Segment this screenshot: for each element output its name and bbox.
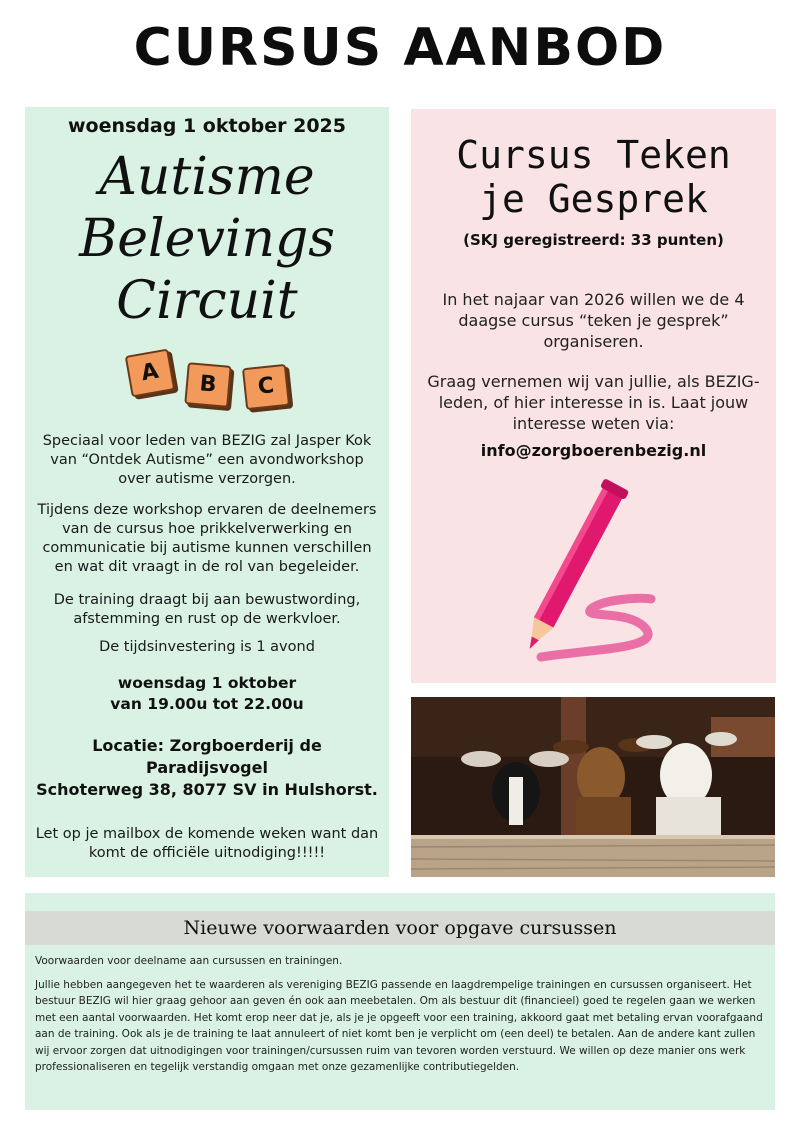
block-b: B: [184, 362, 231, 408]
course-title: [411, 133, 776, 221]
course-plan-paragraph: In het najaar van 2026 willen we de 4 daagse cursus “teken je gesprek” organiseren.: [442, 290, 745, 351]
location-line-1: Locatie: Zorgboerderij de: [92, 736, 322, 755]
conditions-heading: Nieuwe voorwaarden voor opgave cursussen: [25, 911, 775, 945]
location-address: Schoterweg 38, 8077 SV in Hulshorst.: [36, 780, 378, 799]
block-c: C: [242, 364, 290, 410]
training-benefit: De training draagt bij aan bewustwording, afstemming en rust op de werkvloer.: [53, 592, 361, 627]
conditions-intro: Voorwaarden voor deelname aan cursussen en trainingen.: [35, 955, 343, 967]
page-title: CURSUS AANBOD: [133, 18, 667, 78]
skj-registration: (SKJ geregistreerd: 33 punten): [463, 231, 724, 249]
block-a: A: [125, 348, 176, 397]
goats-photo: [411, 697, 775, 877]
when-line-1: woensdag 1 oktober: [117, 674, 297, 692]
script-title-line-3: Circuit: [116, 271, 298, 331]
script-title-line-2: Belevings: [79, 209, 335, 269]
course-title-line-1: Cursus Teken: [456, 133, 731, 177]
new-conditions-section: [25, 893, 775, 1110]
abc-blocks-illustration: [120, 352, 300, 412]
interest-request: Graag vernemen wij van jullie, als BEZIG-leden, of hier interesse in is. Laat jouw interesse weten via:: [427, 372, 760, 433]
workshop-date-heading: woensdag 1 oktober 2025: [68, 115, 346, 137]
time-investment: De tijdsinvestering is 1 avond: [99, 639, 315, 655]
mailbox-notice: Let op je mailbox de komende weken want dan komt de officiële uitnodiging!!!!!: [35, 826, 379, 861]
location-line-2: Paradijsvogel: [146, 758, 268, 777]
script-title-line-1: Autisme: [99, 147, 315, 207]
contact-email[interactable]: info@zorgboerenbezig.nl: [480, 441, 707, 460]
workshop-description: Tijdens deze workshop ervaren de deelnemers van de cursus hoe prikkelverwerking en communicatie bij autisme kunnen verschillen en wat dit vraagt in de rol van begeleider.: [37, 502, 377, 575]
pencil-icon: [511, 479, 681, 669]
autism-workshop-panel: [25, 107, 389, 877]
intro-paragraph: Speciaal voor leden van BEZIG zal Jasper Kok van “Ontdek Autisme” een avondworkshop over autisme verzorgen.: [42, 433, 372, 487]
drawing-course-panel: [411, 109, 776, 683]
when-line-2: van 19.00u tot 22.00u: [110, 695, 304, 713]
conditions-body: Jullie hebben aangegeven het te waarderen als vereniging BEZIG passende en laagdrempelige trainingen en cursussen organiseert. Het bestuur BEZIG wil hier graag gehoor aan geven én ook aan meebetalen. Om als bestuur dit (financieel) goed te regelen gaan we werken met een aantal voorwaarden. Het komt erop neer dat je, als je je opgeeft voor een training, akkoord gaat met betaling ervan voorafgaand aan de training. Ook als je de training te laat annuleert of niet komt ben je verplicht om (een deel) te betalen. Aan de andere kant zullen wij ervoor zorgen dat uitnodigingen voor trainingen/cursussen ruim van tevoren worden verstuurd. We willen op deze manier ons werk professionaliseren en tegelijk verstandig omgaan met onze gezamenlijke contributiegelden.: [35, 979, 763, 1074]
course-title-line-2: je Gesprek: [479, 177, 708, 221]
